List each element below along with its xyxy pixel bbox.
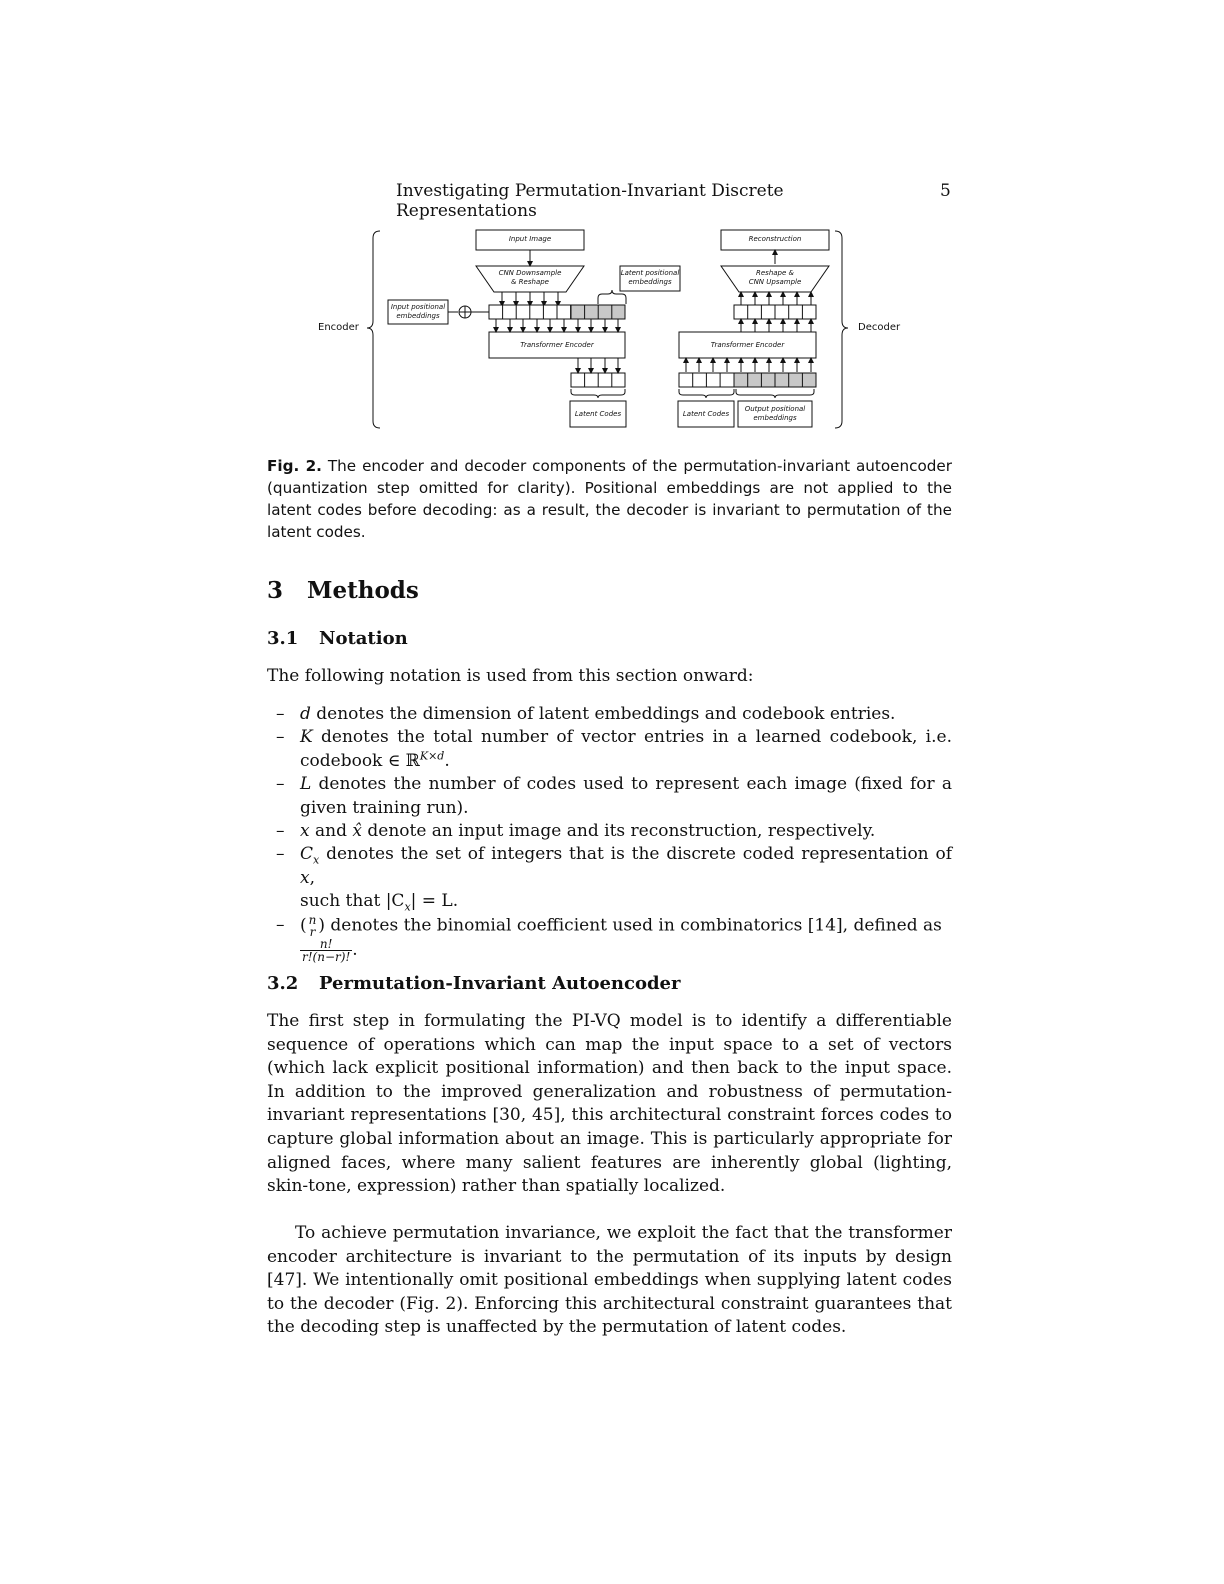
architecture-diagram	[318, 226, 918, 436]
list-item-line2-tail: | = L.	[410, 891, 459, 912]
binomial-top: n	[308, 912, 317, 927]
list-item: – $C_x$ denotes the set of integers that is the discrete coded representation of x, such that $|C_x| = L$.	[276, 844, 952, 914]
superscript: K×d	[419, 749, 445, 763]
subscript: x	[404, 900, 411, 914]
latent-pos-line2: embeddings	[628, 278, 672, 286]
figure-caption	[267, 455, 952, 543]
list-item-tail: .	[352, 939, 358, 960]
list-item-text: denotes the set of integers that is the discrete coded representation of	[319, 844, 952, 865]
list-item: – d denotes the dimension of latent embeddings and codebook entries.	[276, 704, 896, 724]
binomial-bottom: r	[309, 924, 316, 939]
subsection-number: 3.2	[267, 973, 299, 994]
page-number: 5	[940, 181, 951, 201]
list-item-text: denote an input image and its reconstruction, respectively.	[361, 821, 876, 842]
decoder-latent-codes-label: Latent Codes	[682, 410, 730, 418]
symbol: C	[300, 844, 314, 865]
fraction-top: n!	[300, 938, 352, 951]
latent-positional-label	[620, 269, 680, 287]
input-pos-line2: embeddings	[396, 312, 440, 320]
reconstruction-label: Reconstruction	[748, 235, 802, 243]
section-number: 3	[267, 577, 284, 604]
subscript: x	[313, 853, 320, 867]
cnn-downsample-line1: CNN Downsample	[498, 269, 562, 277]
symbol: K	[300, 727, 313, 748]
list-item-tail: ,	[309, 867, 315, 888]
section-title: Methods	[307, 577, 419, 604]
section-heading	[267, 577, 419, 604]
cnn-downsample-line2: & Reshape	[511, 278, 549, 286]
paragraph-1: The first step in formulating the PI-VQ model is to identify a differentiable sequence of operations which can map the input space to a set of vectors (which lack explicit positional information) and then back to the input space. In addition to the improved generalization and robustness of permutation-invariant representations [30, 45], this architectural constraint forces codes to capture global information about an image. This is particularly appropriate for aligned faces, where many salient features are inherently global (lighting, skin-tone, expression) rather than spatially localized.	[267, 1011, 952, 1197]
cnn-upsample-label	[735, 269, 815, 287]
list-item: – ( n r ) denotes the binomial coefficient used in combinatorics [14], defined as $\frac{n!}{r!(n-r)!}$ .	[276, 912, 942, 964]
running-title: Investigating Permutation-Invariant Discrete Representations	[396, 181, 784, 221]
notation-intro: The following notation is used from this section onward:	[267, 666, 754, 686]
symbol: x	[300, 821, 310, 842]
symbol: x	[300, 867, 310, 888]
latent-pos-line1: Latent positional	[620, 269, 680, 277]
binomial	[307, 914, 319, 938]
decoder-label: Decoder	[858, 322, 901, 333]
input-image-label: Input Image	[508, 235, 552, 243]
symbol: L	[300, 774, 312, 795]
subsection-title: Permutation-Invariant Autoencoder	[319, 973, 681, 994]
output-pos-line1: Output positional	[744, 405, 806, 413]
list-item-text: denotes the total number of vector entries in a learned codebook, i.e. codebook ∈ ℝ	[300, 727, 952, 771]
list-item-line2: such that |C	[300, 891, 405, 912]
list-item-text: denotes the number of codes used to represent each image (fixed for a given training run).	[300, 774, 952, 818]
caption-label: Fig. 2.	[267, 457, 322, 475]
list-item: – K denotes the total number of vector entries in a learned codebook, i.e. codebook ∈ ℝ$^{K\times d}$.	[276, 727, 952, 771]
notation-list	[276, 703, 952, 963]
list-item-mid: and	[309, 821, 353, 842]
decoder-brace	[835, 231, 848, 428]
encoder-latent-codes-label: Latent Codes	[574, 410, 622, 418]
fraction-bottom: r!(n−r)!	[302, 949, 351, 964]
symbol: x̂	[352, 821, 362, 842]
reshape-up-line1: Reshape &	[756, 269, 794, 277]
decoder-transformer-label: Transformer Encoder	[710, 341, 785, 349]
symbol: d	[300, 704, 311, 724]
subsection-number: 3.1	[267, 628, 299, 649]
input-pos-line1: Input positional	[390, 303, 446, 311]
encoder-label: Encoder	[318, 322, 359, 333]
list-item-tail: .	[444, 750, 450, 771]
encoder-brace	[367, 231, 380, 428]
reshape-up-line2: CNN Upsample	[748, 278, 802, 286]
output-positional-label	[738, 405, 812, 423]
list-item: – x and x̂ denote an input image and its reconstruction, respectively.	[276, 821, 876, 842]
encoder-transformer-label: Transformer Encoder	[520, 341, 594, 349]
output-pos-line2: embeddings	[753, 414, 797, 422]
subsection-title: Notation	[319, 628, 408, 649]
subsection-heading-autoencoder	[267, 973, 681, 994]
paragraph-2: To achieve permutation invariance, we exploit the fact that the transformer encoder architecture is invariant to the permutation of its inputs by design [47]. We intentionally omit positional embeddings when supplying latent codes to the decoder (Fig. 2). Enforcing this architectural constraint guarantees that the decoding step is unaffected by the permutation of latent codes.	[267, 1223, 952, 1338]
input-positional-label	[388, 303, 448, 321]
caption-text: The encoder and decoder components of the permutation-invariant autoencoder (quantization step omitted for clarity). Positional embeddings are not applied to the latent codes before decoding: as a result, the decoder is invariant to permutation of the latent codes.	[267, 457, 952, 541]
list-item: – L denotes the number of codes used to represent each image (fixed for a given training run).	[276, 774, 952, 818]
subsection-heading-notation	[267, 628, 408, 649]
architecture-figure	[318, 226, 918, 436]
fraction	[300, 938, 352, 963]
cnn-downsample-label	[488, 269, 572, 287]
list-item-text: denotes the dimension of latent embeddings and codebook entries.	[310, 704, 896, 724]
list-item-text: denotes the binomial coefficient used in combinatorics [14], defined as	[325, 915, 942, 936]
